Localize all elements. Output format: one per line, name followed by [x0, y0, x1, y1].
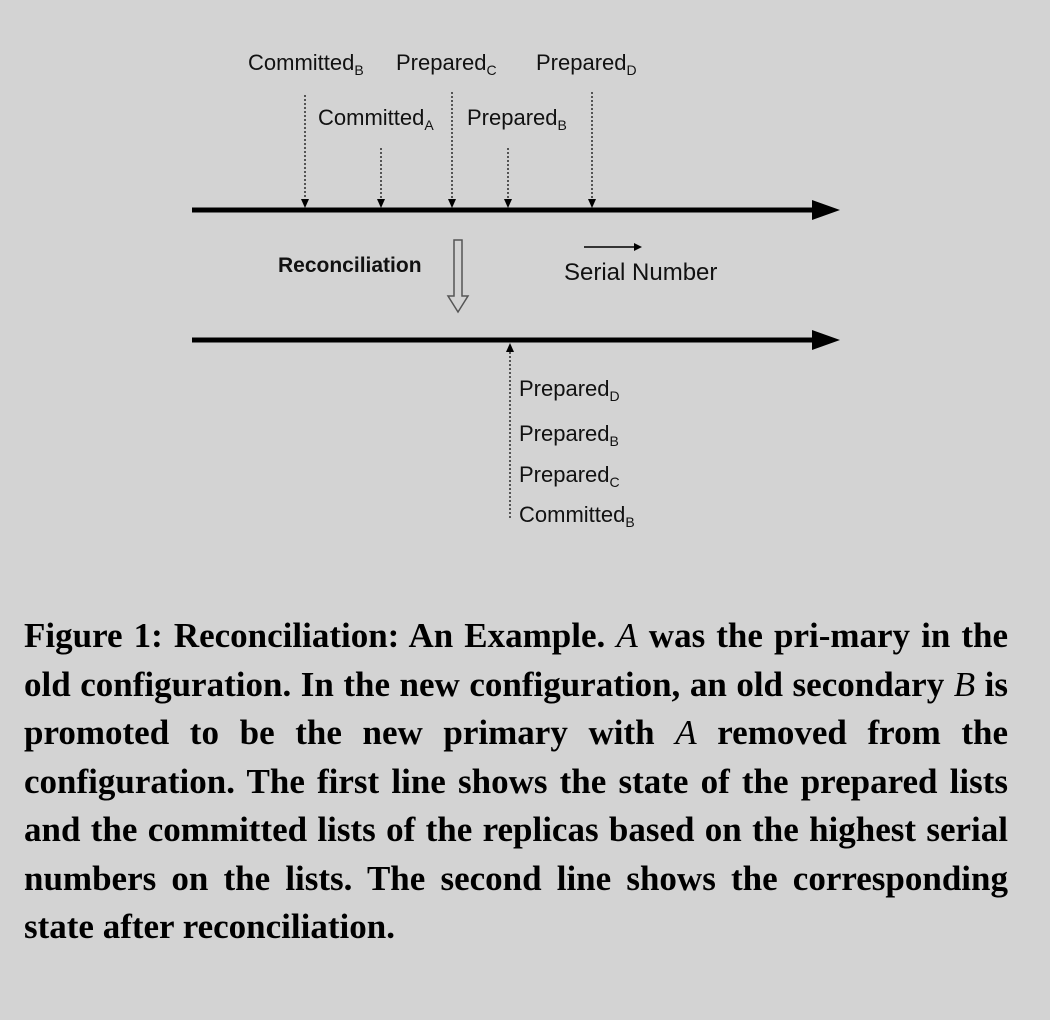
caption-var-a-2: A: [675, 713, 697, 752]
pointer-prepared-c-head: [448, 199, 456, 208]
caption-var-a: A: [616, 616, 638, 655]
pointer-committed-a-head: [377, 199, 385, 208]
serial-number-arrowhead: [634, 243, 642, 251]
label-after-2: Prepared$_C$: [519, 462, 620, 490]
pointer-prepared-d-head: [588, 199, 596, 208]
label-prepared-b: Prepared$_B$: [467, 105, 567, 133]
label-prepared-d: Prepared$_D$: [536, 50, 637, 78]
caption-part3: removed from the configuration. The first line shows the state of the prepared lists and the committed lists of the replicas based on the highest serial numbers on the lists. The second line shows the corresponding state after reconciliation.: [24, 713, 1009, 946]
label-committed-b: Committed$_B$: [248, 50, 364, 78]
serial-number-label: Serial Number: [564, 259, 718, 286]
label-committed-a: Committed$_A$: [318, 105, 434, 133]
timeline-before-arrowhead: [812, 200, 840, 220]
pointer-prepared-b-head: [504, 199, 512, 208]
label-after-0: Prepared$_D$: [519, 376, 620, 404]
pointer-after-head: [506, 343, 514, 352]
timeline-after-arrowhead: [812, 330, 840, 350]
caption-title: Reconciliation: An Example.: [173, 616, 606, 655]
caption-label: Figure 1:: [24, 616, 163, 655]
caption-var-b: B: [953, 664, 976, 704]
caption-part2: is promoted to be the new primary with: [24, 664, 1009, 752]
pointer-committed-b-head: [301, 199, 309, 208]
figure-caption: [24, 612, 1008, 952]
caption-part1: was the pri-mary in the old configuration. In the new configuration, an old secondary: [24, 616, 1009, 704]
label-after-3: Committed$_B$: [519, 502, 635, 530]
label-prepared-c: Prepared$_C$: [396, 50, 497, 78]
label-after-1: Prepared$_B$: [519, 421, 619, 449]
reconciliation-arrow: [448, 240, 468, 312]
reconciliation-label: Reconciliation: [278, 254, 422, 277]
